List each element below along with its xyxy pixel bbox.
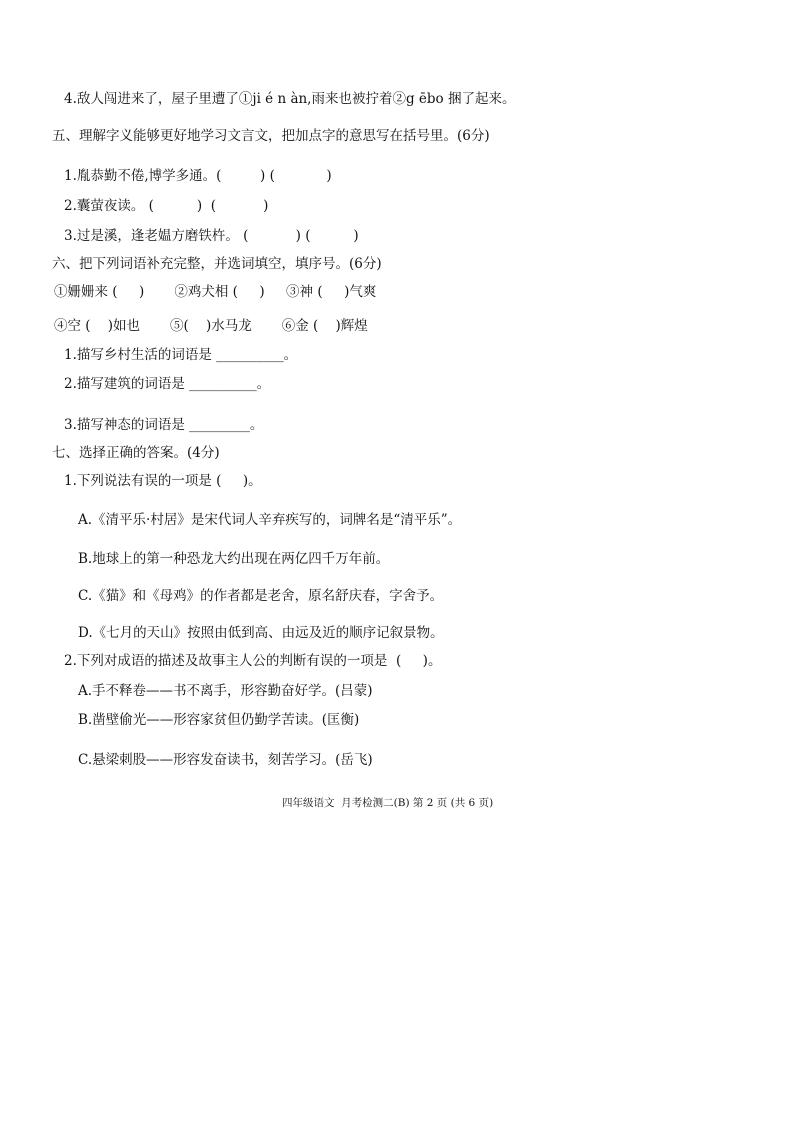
section-7-q1-option-b: B.地球上的第一种恐龙大约出现在两亿四千万年前。: [78, 551, 390, 567]
section-7-title: 七、选择正确的答案。(4分): [52, 445, 220, 461]
section-7-question-1: 1.下列说法有误的一项是 ( )。: [64, 473, 262, 489]
section-7-question-2: 2.下列对成语的描述及故事主人公的判断有误的一项是 ( )。: [64, 653, 442, 669]
section-5-item-1: 1.胤恭勤不倦,博学多通。( ) ( ): [64, 168, 332, 184]
section-5-title: 五、理解字义能够更好地学习文言文，把加点字的意思写在括号里。(6分): [52, 128, 490, 144]
section-7-q1-option-a: A.《清平乐·村居》是宋代词人辛弃疾写的，词牌名是“清平乐”。: [78, 512, 462, 528]
section-6-item-2: 2.描写建筑的词语是 __________。: [64, 376, 271, 392]
section-6-title: 六、把下列词语补充完整，并选词填空，填序号。(6分): [52, 256, 382, 272]
section-6-item-1: 1.描写乡村生活的词语是 __________。: [64, 347, 298, 363]
section-7-q2-option-a: A.手不释卷——书不离手，形容勤奋好学。(吕蒙): [78, 683, 373, 699]
section-5-item-2: 2.囊萤夜读。 ( ) ( ): [64, 198, 269, 214]
section-6-item-3: 3.描写神态的词语是 _________。: [64, 417, 264, 433]
page-footer: 四年级语文 月考检测二(B) 第 2 页 (共 6 页): [282, 797, 494, 809]
section-7-q2-option-c: C.悬梁刺股——形容发奋读书，刻苦学习。(岳飞): [78, 752, 373, 768]
question-4-pinyin-line: 4.敌人闯进来了，屋子里遭了①ji é n àn,雨来也被拧着②g ēbo 捆了起来。: [64, 91, 516, 107]
section-5-item-3: 3.过是溪，逢老媪方磨铁杵。 ( ) ( ): [64, 228, 359, 244]
section-6-words-row-1: ①姗姗来 ( ) ②鸡犬相 ( ) ③神 ( )气爽: [54, 284, 377, 300]
section-7-q1-option-d: D.《七月的天山》按照由低到高、由远及近的顺序记叙景物。: [78, 625, 444, 641]
section-7-q1-option-c: C.《猫》和《母鸡》的作者都是老舍，原名舒庆春，字舍予。: [78, 588, 444, 604]
section-7-q2-option-b: B.凿壁偷光——形容家贫但仍勤学苦读。(匡衡): [78, 712, 360, 728]
section-6-words-row-2: ④空 ( )如也 ⑤( )水马龙 ⑥金 ( )辉煌: [54, 318, 368, 334]
